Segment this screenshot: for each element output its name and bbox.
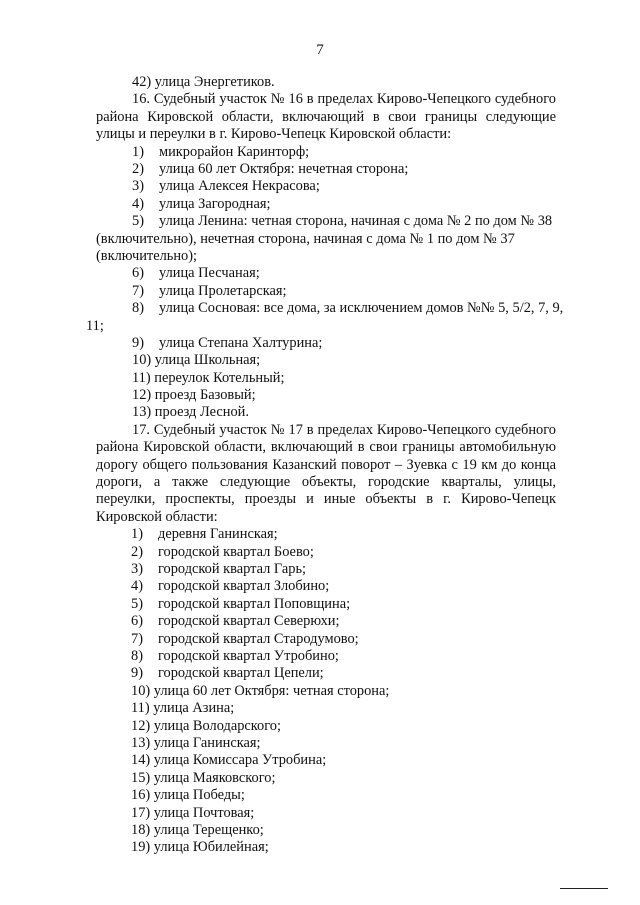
list-item: 14) улица Комиссара Утробина; [131, 752, 327, 769]
list-item: 8) улица Сосновая: все дома, за исключением домов №№ 5, 5/2, 7, 9, [132, 300, 564, 317]
list-item: 4) улица Загородная; [132, 195, 271, 212]
list-item: 2) городской квартал Боево; [131, 543, 314, 560]
list-item: 2) улица 60 лет Октября: нечетная сторона; [132, 161, 409, 177]
list-item: 7) городской квартал Стародумово; [131, 630, 359, 647]
section-16-list [86, 143, 564, 422]
list-item: 5) улица Ленина: четная сторона, начиная с дома № 2 по дом № 38 [132, 213, 553, 230]
paragraph-section-17: 17. Судебный участок № 17 в пределах Кирово-Чепецкого судебного района Кировской области, включающий в свои границы автомобильную дорогу общего пользования Казанский поворот – Зуевка с 19 км до конца дороги, а также следующие объекты, городские кварталы, улицы, переулки, проспекты, проезды и иные объекты в г. Кирово-Чепецк Кировской области: [96, 421, 556, 525]
section-17-list [96, 526, 556, 856]
list-item: 11) улица Азина; [131, 700, 235, 717]
list-item: 9) городской квартал Цепели; [131, 665, 324, 682]
list-item: 17) улица Почтовая; [131, 804, 255, 821]
list-item-continuation: (включительно), нечетная сторона, начиная с дома № 1 по дом № 37 [96, 230, 515, 247]
list-item: 5) городской квартал Поповщина; [131, 595, 351, 612]
list-item-continuation: (включительно); [96, 247, 198, 264]
list-item: 10) улица 60 лет Октября: четная сторона; [131, 682, 390, 699]
list-item: 3) улица Алексея Некрасова; [132, 178, 320, 195]
list-item: 9) улица Степана Халтурина; [132, 334, 323, 351]
list-item: 8) городской квартал Утробино; [131, 648, 339, 665]
list-item: 3) городской квартал Гарь; [131, 561, 307, 578]
list-item: 42) улица Энергетиков. [132, 74, 275, 90]
list-item: 7) улица Пролетарская; [132, 282, 287, 299]
footer-rule [560, 888, 608, 889]
list-item: 6) городской квартал Северюхи; [131, 613, 340, 630]
paragraph-section-16: 16. Судебный участок № 16 в пределах Кирово-Чепецкого судебного района Кировской области, включающий в свои границы следующие улицы и переулки в г. Кирово-Чепецк Кировской области: [96, 91, 556, 143]
list-item: 16) улица Победы; [131, 787, 245, 804]
list-item: 13) улица Ганинская; [131, 734, 261, 751]
list-item: 19) улица Юбилейная; [131, 839, 269, 856]
list-item: 15) улица Маяковского; [131, 769, 276, 786]
page-number: 7 [316, 42, 324, 58]
list-item: 1) микрорайон Каринторф; [132, 143, 310, 160]
list-item: 18) улица Терещенко; [131, 821, 264, 838]
document-body [86, 74, 564, 857]
list-item: 4) городской квартал Злобино; [131, 578, 330, 595]
list-item: 1) деревня Ганинская; [131, 526, 278, 543]
list-item: 13) проезд Лесной. [132, 404, 249, 421]
list-item: 12) проезд Базовый; [132, 387, 256, 404]
list-item-continuation: 11; [86, 317, 104, 334]
list-item: 12) улица Володарского; [131, 717, 281, 734]
list-item: 11) переулок Котельный; [132, 369, 285, 386]
list-item: 10) улица Школьная; [132, 352, 261, 369]
list-item: 6) улица Песчаная; [132, 265, 260, 282]
